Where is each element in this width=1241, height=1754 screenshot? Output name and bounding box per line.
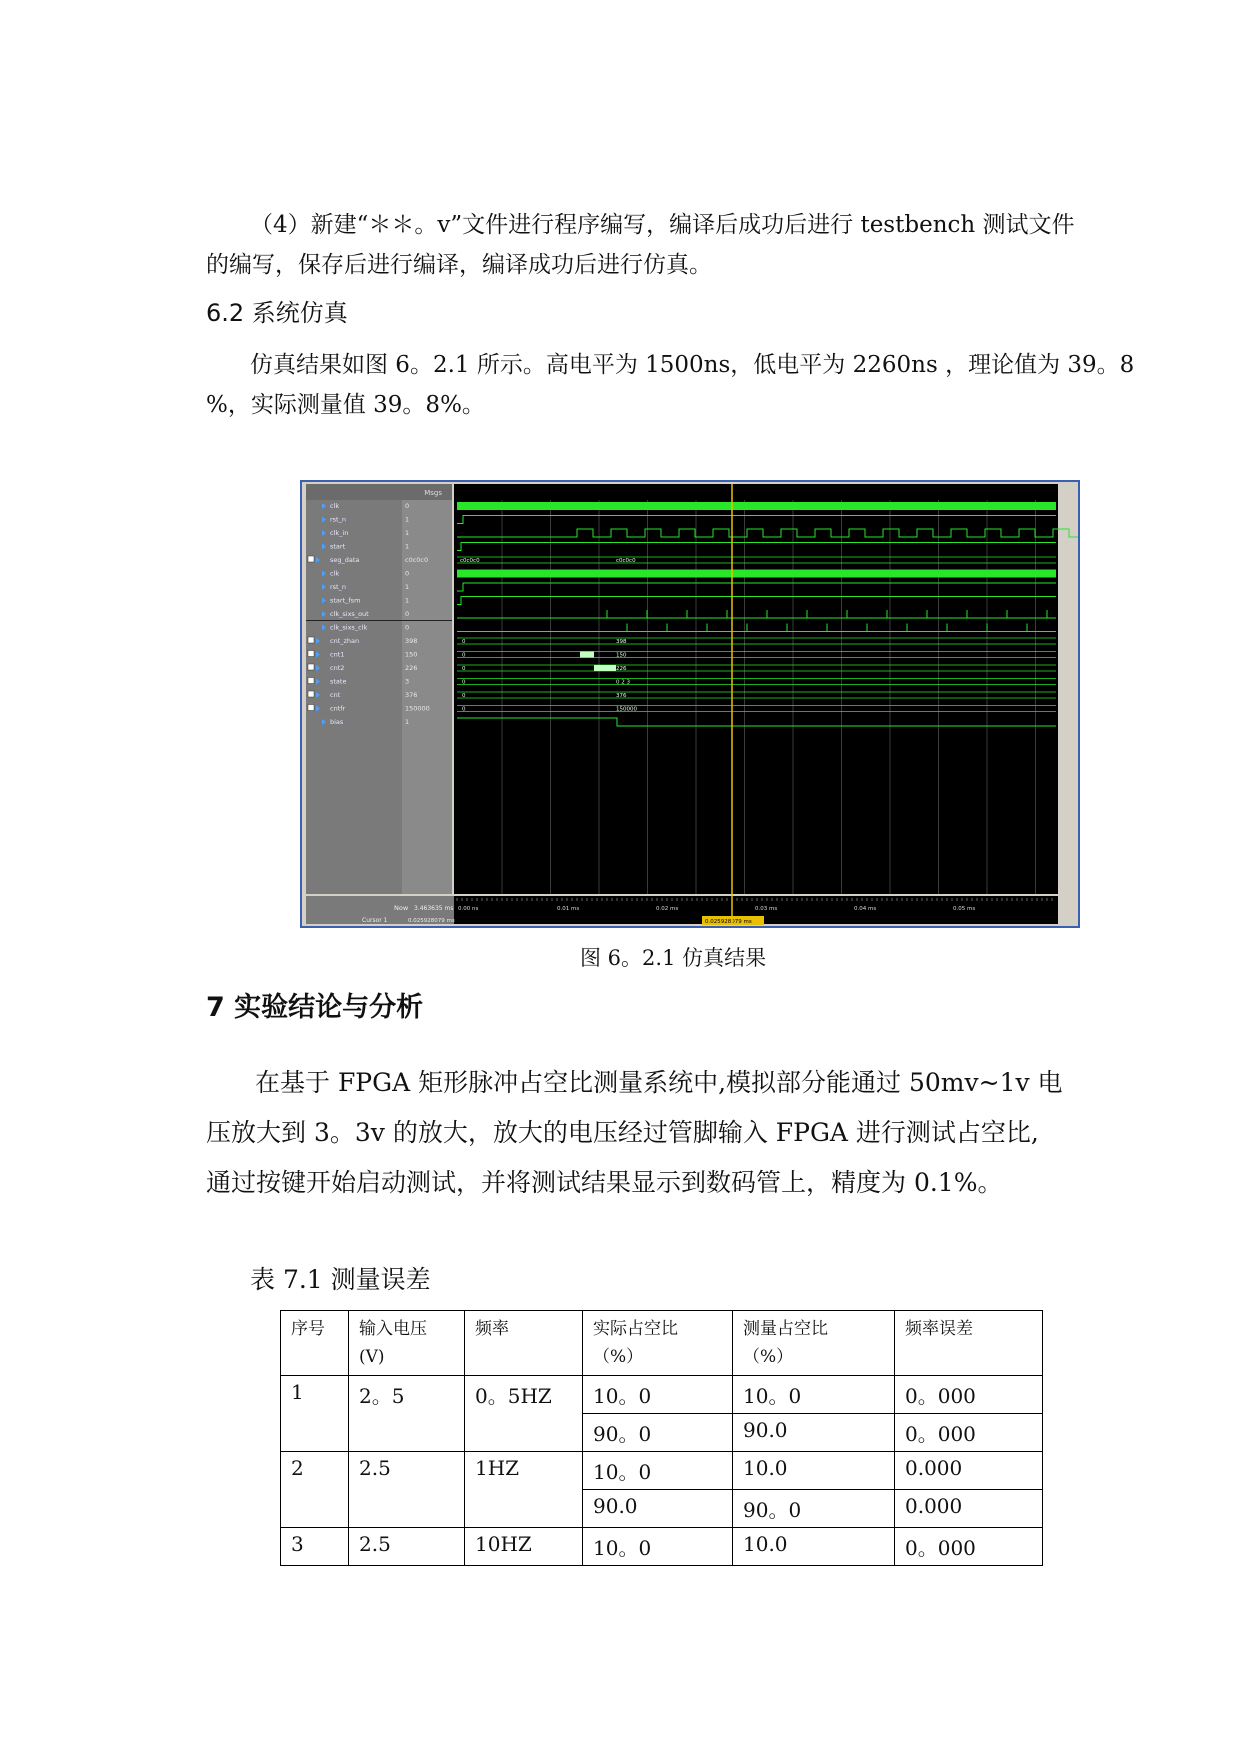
waveform-canvas <box>302 482 1078 926</box>
table-cell: 2。5 <box>349 1376 465 1452</box>
table-cell: 10。0 <box>583 1528 733 1566</box>
signal-name: clk_in <box>330 529 349 537</box>
clock-wave <box>457 502 1056 510</box>
msgs-header-label: Msgs <box>424 489 442 497</box>
table-cell: 10.0 <box>733 1452 895 1490</box>
table-cell: 90。0 <box>583 1414 733 1452</box>
table-cell: 2.5 <box>349 1528 465 1566</box>
bus-value-start: c0c0c0 <box>460 558 480 564</box>
signal-name: cnt_zhan <box>330 637 360 645</box>
measurement-error-table <box>280 1310 1043 1566</box>
table-cell: 0.000 <box>895 1452 1043 1490</box>
para-step4-line1: （4）新建“＊＊。v”文件进行程序编写，编译后成功后进行 testbench 测试文件 <box>250 212 1075 238</box>
section-7-heading: 7 实验结论与分析 <box>206 992 424 1023</box>
table-cell: 0。000 <box>895 1376 1043 1414</box>
bus-value-start: 0 <box>462 652 466 659</box>
signal-name: cntfr <box>330 704 346 713</box>
signal-value: 150000 <box>405 704 430 713</box>
header-cell: 频率误差 <box>895 1311 1043 1376</box>
signal-value: 1 <box>405 596 410 605</box>
signal-value: 398 <box>405 637 418 645</box>
header-cell: 频率 <box>465 1311 583 1376</box>
bus-value-start: 0 <box>462 706 466 713</box>
para-conclusion-line2: 压放大到 3。3v 的放大，放大的电压经过管脚输入 FPGA 进行测试占空比, <box>206 1118 1039 1147</box>
expand-icon <box>308 705 314 711</box>
para-conclusion-line1: 在基于 FPGA 矩形脉冲占空比测量系统中,模拟部分能通过 50mv~1v 电 <box>255 1068 1063 1097</box>
table-cell: 10HZ <box>465 1528 583 1566</box>
signal-value: 1 <box>405 718 410 726</box>
time-tick-label: 0.04 ms <box>854 906 877 912</box>
table-header-row <box>281 1311 1043 1376</box>
time-tick-label: 0.01 ms <box>557 906 580 912</box>
bus-value-label: c0c0c0 <box>616 558 636 564</box>
table-cell: 0。5HZ <box>465 1376 583 1452</box>
cnt1-activity <box>580 652 594 658</box>
table-cell: 3 <box>281 1528 349 1566</box>
para-sim-result-line1: 仿真结果如图 6。2.1 所示。高电平为 1500ns，低电平为 2260ns ，理论值为 39。8 <box>250 352 1135 378</box>
table-cell: 1 <box>281 1376 349 1452</box>
signal-value: 0 <box>405 610 410 618</box>
table-row <box>281 1376 1043 1414</box>
cursor-tag: 0.025928079 ms <box>705 919 752 925</box>
table-cell: 90.0 <box>583 1490 733 1528</box>
cursor-value: 0.025928079 ms <box>408 918 455 924</box>
signal-name: clk <box>330 502 340 510</box>
signal-name: clk_sixs_clk <box>330 623 368 632</box>
table-cell: 10。0 <box>583 1376 733 1414</box>
cnt2-activity <box>594 665 616 671</box>
table-cell: 2 <box>281 1452 349 1528</box>
table-cell: 0.000 <box>895 1490 1043 1528</box>
table-cell: 0。000 <box>895 1414 1043 1452</box>
bus-value-label: 376 <box>616 693 627 699</box>
signal-name: start <box>330 542 346 551</box>
header-cell: 序号 <box>281 1311 349 1376</box>
signal-value: 0 <box>405 623 410 632</box>
bus-value-label: 150000 <box>616 706 637 713</box>
bus-value-start: 0 <box>462 693 466 699</box>
signal-name: rst_n <box>330 515 346 524</box>
table-cell: 2.5 <box>349 1452 465 1528</box>
signal-value: 1 <box>405 515 410 524</box>
now-value: 3.463635 ms <box>414 905 454 912</box>
signal-value: 376 <box>405 691 418 699</box>
time-tick-label: 0.00 ns <box>458 906 479 912</box>
signal-name: bias <box>330 718 344 726</box>
time-tick-label: 0.02 ms <box>656 906 679 912</box>
signal-name: cnt1 <box>330 650 345 659</box>
table-cell: 1HZ <box>465 1452 583 1528</box>
expand-icon <box>308 637 314 643</box>
signal-name: start_fsm <box>330 596 361 605</box>
signal-value: 1 <box>405 542 410 551</box>
signal-name: seg_data <box>330 556 360 564</box>
bus-value-start: 0 <box>462 666 466 672</box>
expand-icon <box>308 556 314 562</box>
signal-name: clk_sixs_out <box>330 610 369 618</box>
bus-value-start: 0 <box>462 639 466 645</box>
signal-name: state <box>330 677 347 686</box>
section-6-2-heading: 6.2 系统仿真 <box>206 299 348 327</box>
table-cell: 10。0 <box>583 1452 733 1490</box>
signal-value: 3 <box>405 677 410 686</box>
table-caption: 表 7.1 测量误差 <box>250 1265 431 1294</box>
signal-value: 1 <box>405 529 410 537</box>
bus-value-label: 0 2 3 <box>616 679 630 686</box>
signal-value: 0 <box>405 569 410 578</box>
bus-value-label: 398 <box>616 639 627 645</box>
para-sim-result-line2: %，实际测量值 39。8%。 <box>206 392 485 418</box>
bus-value-label: 150 <box>616 652 627 659</box>
bus-value-start: 0 <box>462 679 466 686</box>
signal-value: 1 <box>405 583 410 591</box>
table-cell: 0。000 <box>895 1528 1043 1566</box>
expand-icon <box>308 691 314 697</box>
now-label: Now <box>394 904 409 912</box>
figure-caption: 图 6。2.1 仿真结果 <box>580 946 767 970</box>
signal-value: 226 <box>405 664 418 672</box>
para-step4-line2: 的编写，保存后进行编译，编译成功后进行仿真。 <box>206 252 712 278</box>
table-row <box>281 1528 1043 1566</box>
table-cell: 90.0 <box>733 1414 895 1452</box>
signal-name: rst_n <box>330 583 346 591</box>
header-cell: 实际占空比 （%） <box>583 1311 733 1376</box>
table-cell: 90。0 <box>733 1490 895 1528</box>
cursor-label: Cursor 1 <box>362 917 388 924</box>
signal-value: 150 <box>405 650 418 659</box>
header-cell: 输入电压 (V) <box>349 1311 465 1376</box>
signal-name: clk <box>330 569 340 578</box>
para-conclusion-line3: 通过按键开始启动测试，并将测试结果显示到数码管上，精度为 0.1%。 <box>206 1168 1003 1197</box>
time-tick-label: 0.03 ms <box>755 906 778 912</box>
expand-icon <box>308 651 314 657</box>
header-cell: 测量占空比 （%） <box>733 1311 895 1376</box>
expand-icon <box>308 664 314 670</box>
clock-wave <box>457 570 1056 578</box>
time-tick-label: 0.05 ms <box>953 906 976 912</box>
signal-name: cnt2 <box>330 664 345 672</box>
waveform-screenshot <box>300 480 1080 928</box>
expand-icon <box>308 678 314 684</box>
signal-value: c0c0c0 <box>405 556 429 564</box>
table-cell: 10.0 <box>733 1528 895 1566</box>
bus-value-label: 226 <box>616 666 627 672</box>
table-cell: 10。0 <box>733 1376 895 1414</box>
table-row <box>281 1452 1043 1490</box>
signal-name: cnt <box>330 691 341 699</box>
signal-value: 0 <box>405 502 410 510</box>
